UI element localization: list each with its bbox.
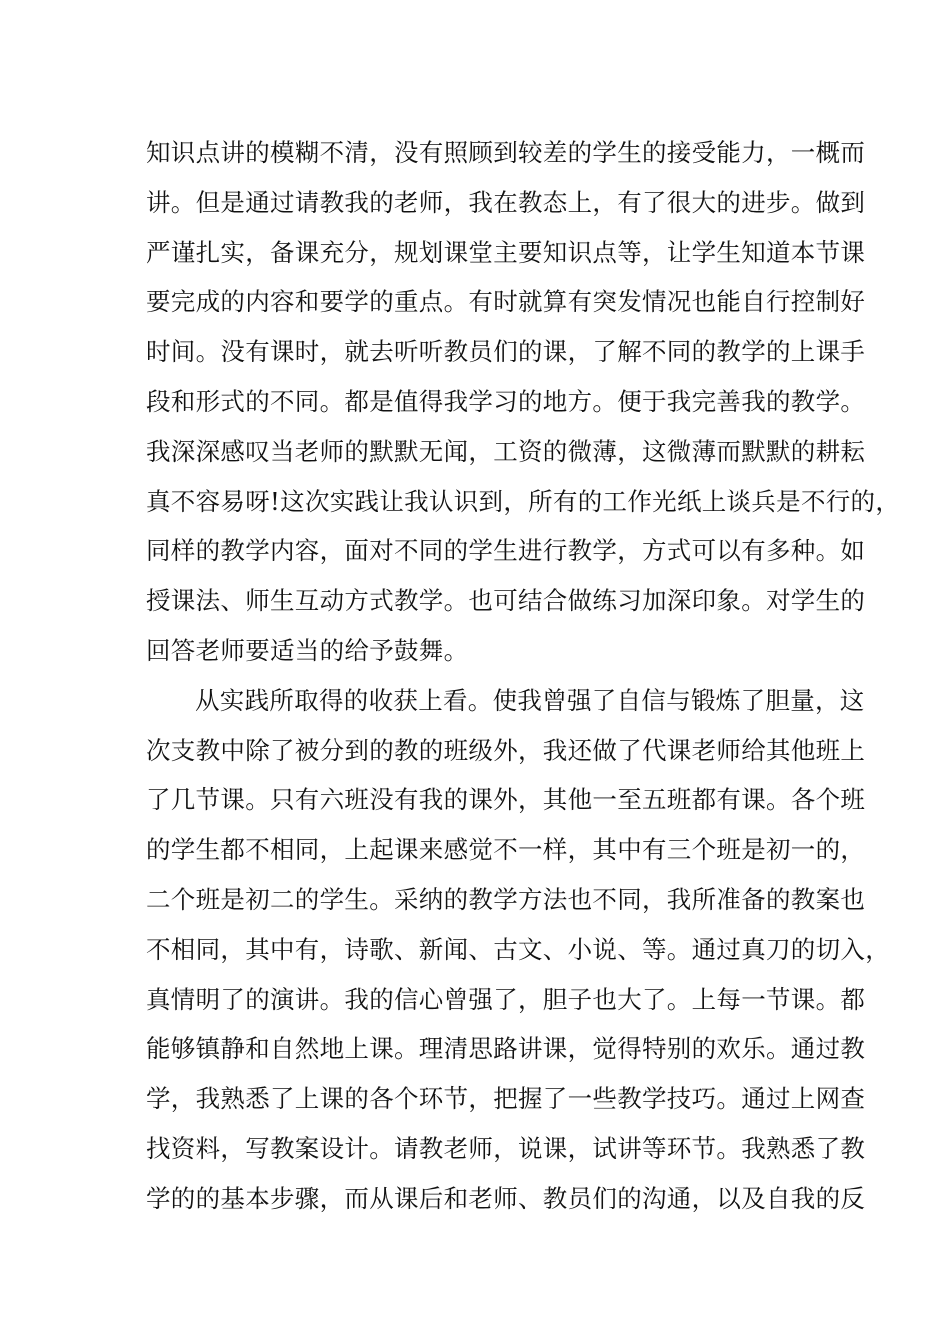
text-line: 的学生都不相同，上起课来感觉不一样，其中有三个班是初一的， xyxy=(146,835,866,865)
paragraph-2 xyxy=(146,676,890,1224)
text-line: 二个班是初二的学生。采纳的教学方法也不同，我所准备的教案也 xyxy=(146,884,866,914)
text-line: 我深深感叹当老师的默默无闻，工资的微薄，这微薄而默默的耕耘 xyxy=(146,436,866,466)
text-line: 要完成的内容和要学的重点。有时就算有突发情况也能自行控制好 xyxy=(146,287,866,317)
text-line: 不相同，其中有，诗歌、新闻、古文、小说、等。通过真刀的切入， xyxy=(146,934,890,964)
text-line: 授课法、师生互动方式教学。也可结合做练习加深印象。对学生的 xyxy=(146,586,866,616)
text-line: 了几节课。只有六班没有我的课外，其他一至五班都有课。各个班 xyxy=(146,785,866,815)
text-line: 知识点讲的模糊不清，没有照顾到较差的学生的接受能力，一概而 xyxy=(146,138,866,167)
text-line: 找资料，写教案设计。请教老师，说课，试讲等环节。我熟悉了教 xyxy=(146,1133,866,1163)
text-line: 真情明了的演讲。我的信心曾强了，胆子也大了。上每一节课。都 xyxy=(146,984,866,1014)
text-line: 学，我熟悉了上课的各个环节，把握了一些教学技巧。通过上网查 xyxy=(146,1084,866,1114)
text-line: 回答老师要适当的给予鼓舞。 xyxy=(146,635,469,665)
text-line: 时间。没有课时，就去听听教员们的课，了解不同的教学的上课手 xyxy=(146,337,866,367)
text-line: 学的的基本步骤，而从课后和老师、教员们的沟通，以及自我的反 xyxy=(146,1183,866,1213)
text-line: 严谨扎实，备课充分，规划课堂主要知识点等，让学生知道本节课 xyxy=(146,237,866,267)
text-line: 能够镇静和自然地上课。理清思路讲课，觉得特别的欢乐。通过教 xyxy=(146,1034,866,1064)
text-line-first: 从实践所取得的收获上看。使我曾强了自信与锻炼了胆量，这 xyxy=(195,685,865,715)
text-line: 段和形式的不同。都是值得我学习的地方。便于我完善我的教学。 xyxy=(146,386,866,416)
text-line: 讲。但是通过请教我的老师，我在教态上，有了很大的进步。做到 xyxy=(146,187,866,217)
text-line: 真不容易呀!这次实践让我认识到，所有的工作光纸上谈兵是不行的， xyxy=(146,486,901,516)
text-line: 同样的教学内容，面对不同的学生进行教学，方式可以有多种。如 xyxy=(146,536,866,566)
text-line: 次支教中除了被分到的教的班级外，我还做了代课老师给其他班上 xyxy=(146,735,866,765)
document-body xyxy=(146,128,901,1224)
paragraph-1 xyxy=(146,128,901,676)
